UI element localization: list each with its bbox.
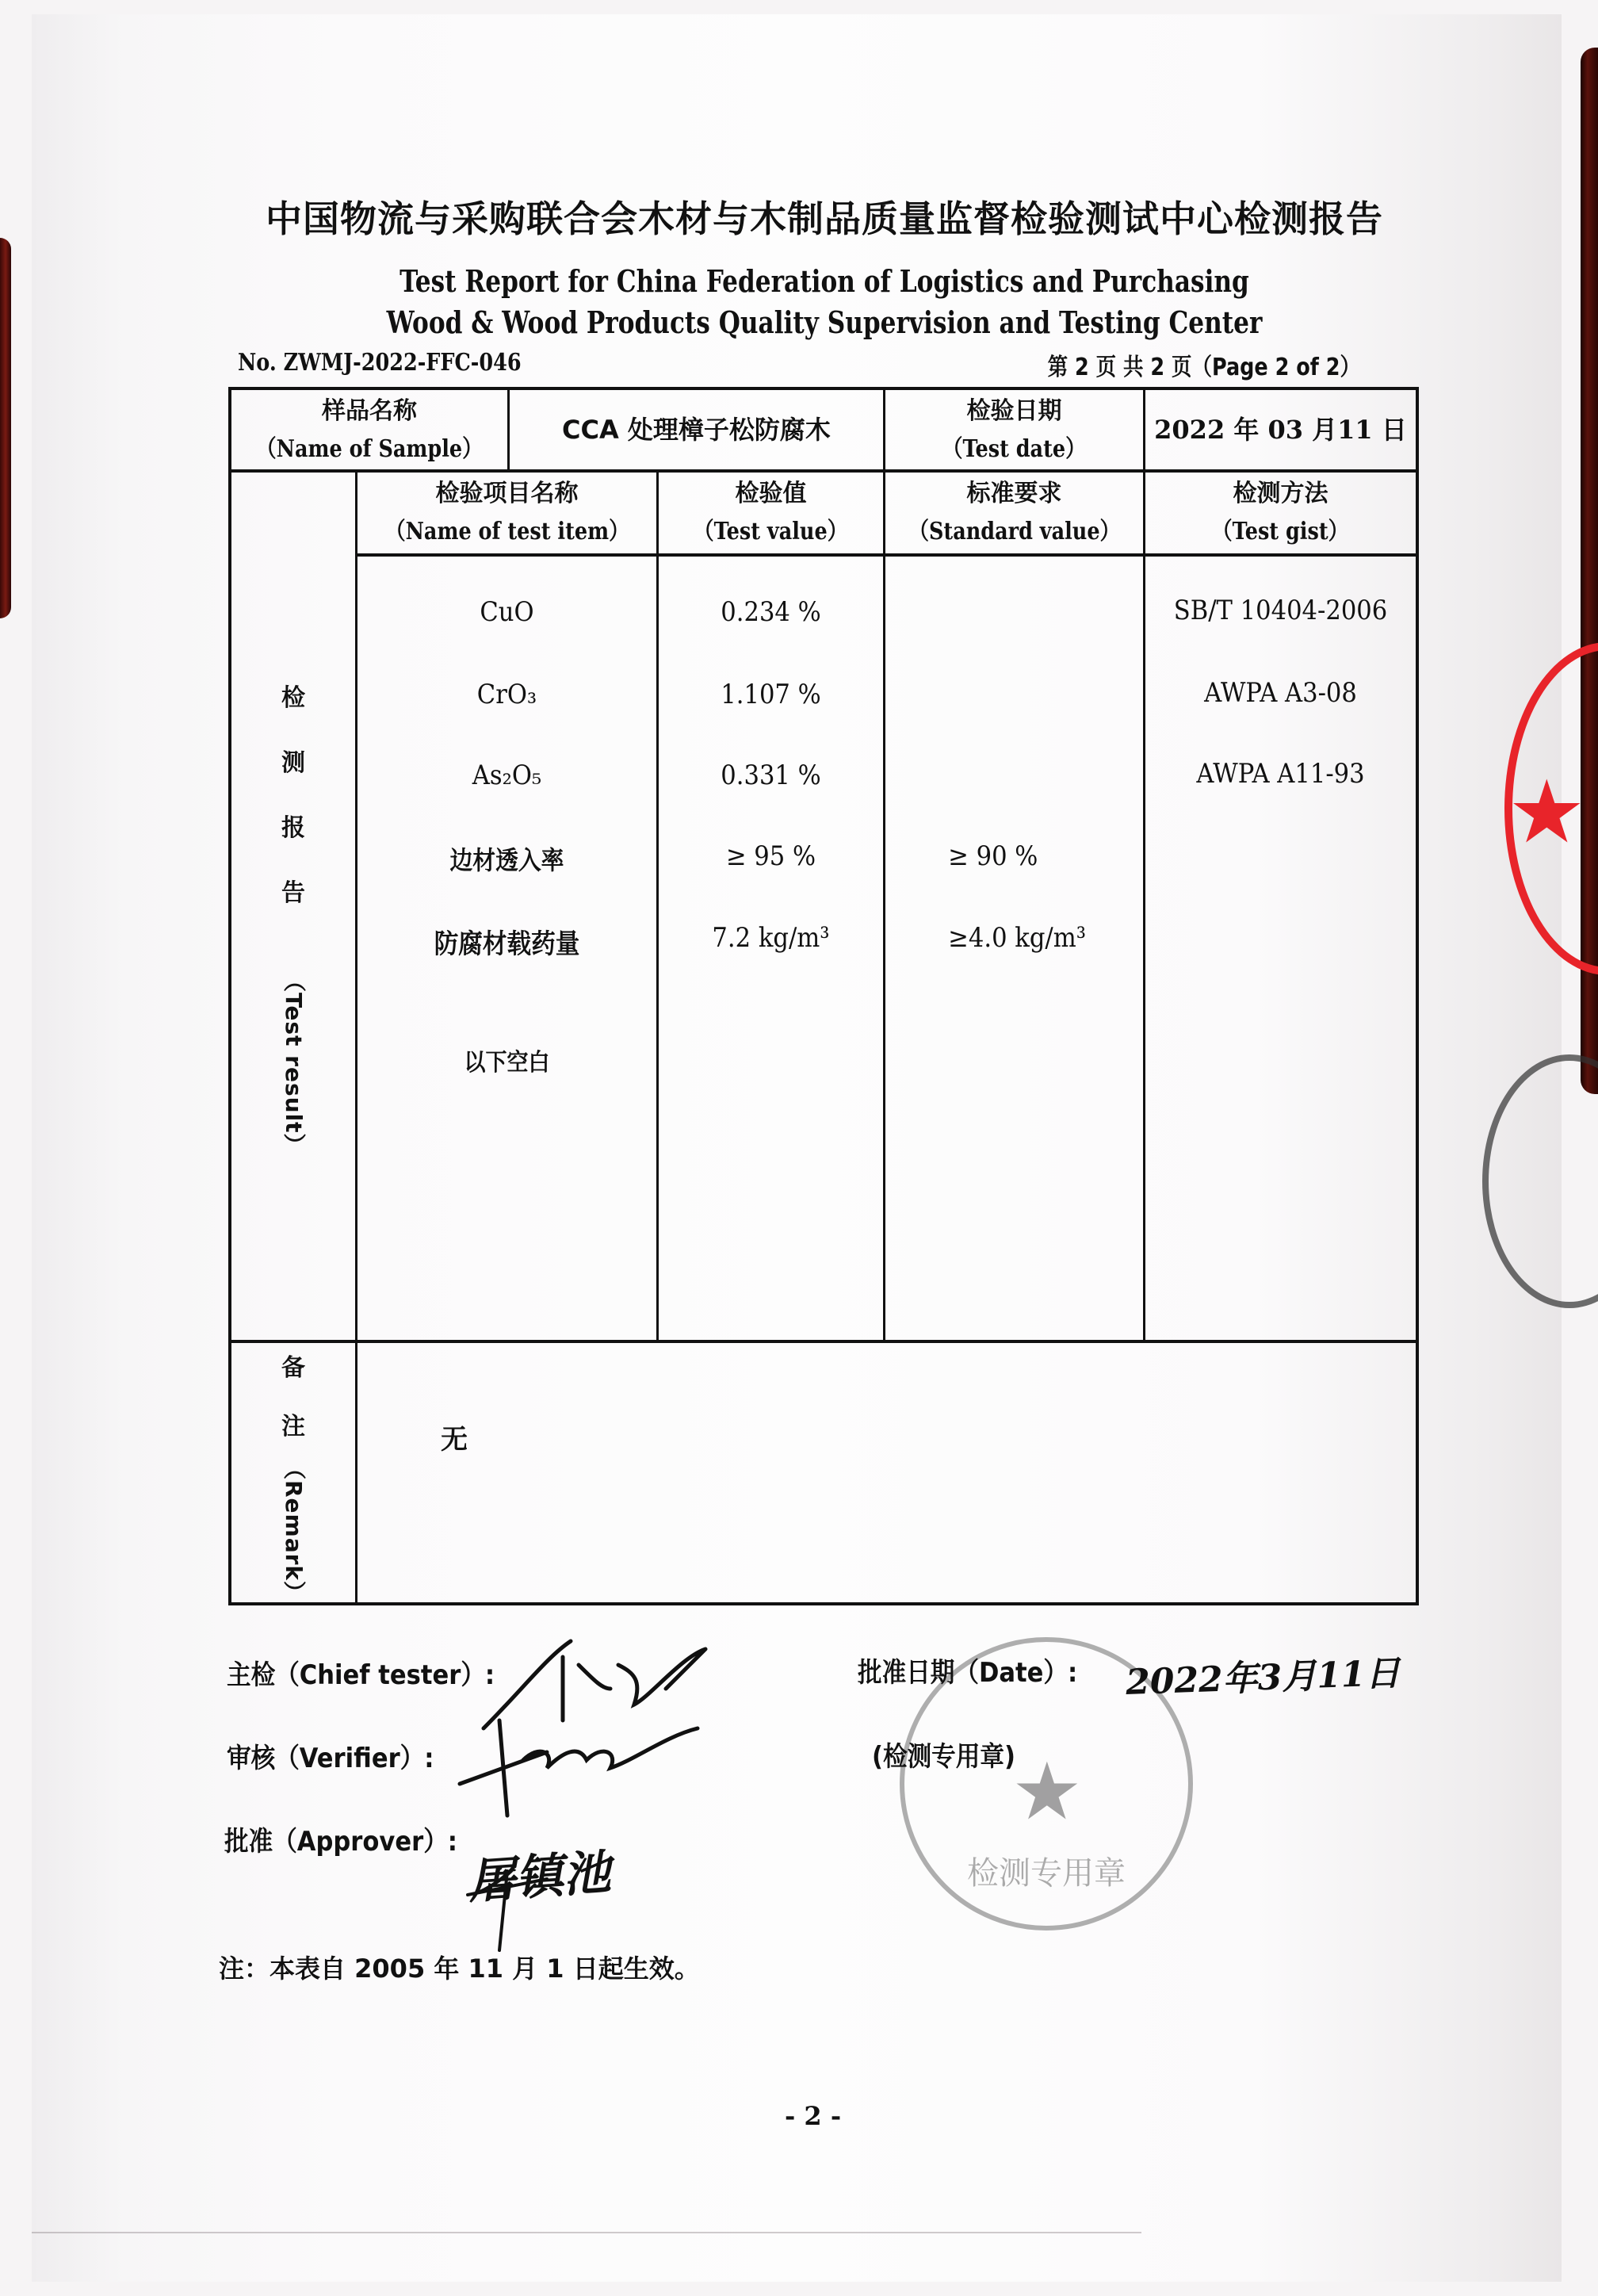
sample-name-label: 样品名称 （Name of Sample） [256, 397, 483, 463]
column-header-standard-value: 标准要求 （Standard value） [908, 480, 1120, 545]
test-method: AWPA A11-93 [1196, 758, 1365, 790]
remark-value: 无 [441, 1424, 468, 1456]
test-method: SB/T 10404-2006 [1173, 595, 1388, 626]
column-header-test-item: 检验项目名称 （Name of test item） [384, 480, 629, 545]
test-item-name: As₂O₅ [472, 760, 542, 791]
approve-date-label: 批准日期（Date）: [858, 1657, 1078, 1689]
page-info: 第 2 页 共 2 页（Page 2 of 2） [1047, 354, 1360, 381]
table-divider [355, 469, 357, 1605]
test-method: AWPA A3-08 [1204, 677, 1357, 709]
test-value: 0.331 % [721, 760, 821, 791]
test-item-name: CrO₃ [476, 679, 537, 710]
test-date-value: 2022 年 03 月11 日 [1154, 415, 1407, 446]
verifier-label: 审核（Verifier）: [227, 1743, 434, 1774]
remark-label: 备 注 （Remark） [281, 1354, 307, 1605]
table-divider [355, 553, 1419, 557]
test-value: 7.2 kg/m³ [712, 922, 830, 954]
report-title-en-line1: Test Report for China Federation of Logistics and Purchasing [400, 263, 1249, 299]
column-header-test-value: 检验值 （Test value） [694, 480, 848, 545]
report-number: No. ZWMJ-2022-FFC-046 [238, 349, 522, 377]
report-table [228, 387, 1419, 1605]
test-value: 0.234 % [721, 596, 821, 628]
test-value: 1.107 % [721, 679, 821, 710]
test-item-name: 边材透入率 [449, 845, 564, 875]
verifier-signature [444, 1705, 713, 1823]
report-title-cn: 中国物流与采购联合会木材与木制品质量监督检验测试中心检测报告 [266, 197, 1383, 240]
star-icon: ★ [1011, 1745, 1083, 1838]
test-result-section-label: 检 测 报 告 （Test result） [281, 684, 307, 1157]
page-number: - 2 - [785, 2101, 842, 2131]
seal-label: (检测专用章) [872, 1741, 1015, 1773]
approve-date-value: 2022年3月11日 [1125, 1652, 1401, 1704]
table-divider [228, 1340, 1419, 1343]
approver-signature-stroke [460, 1863, 555, 1958]
test-date-label: 检验日期 （Test date） [942, 397, 1086, 463]
blank-below-note: 以下空白 [464, 1049, 550, 1077]
column-header-test-method: 检测方法 （Test gist） [1212, 480, 1349, 545]
scan-artifact-line [32, 2232, 1141, 2233]
standard-value: ≥ 90 % [948, 840, 1038, 872]
chief-tester-label: 主检（Chief tester）: [227, 1659, 495, 1691]
report-title-en-line2: Wood & Wood Products Quality Supervision and Testing Center [386, 304, 1263, 340]
sample-name-value: CCA 处理樟子松防腐木 [562, 415, 831, 446]
test-item-name: CuO [480, 596, 534, 628]
scan-edge-left [0, 238, 11, 618]
test-value: ≥ 95 % [725, 840, 816, 872]
footnote: 注：本表自 2005 年 11 月 1 日起生效。 [219, 1954, 700, 1984]
test-item-name: 防腐材载药量 [434, 928, 580, 960]
approver-signature: 屠镇池 [466, 1844, 613, 1911]
star-icon: ★ [1508, 761, 1586, 863]
inspection-seal-stamp: ★ 检测专用章 [900, 1637, 1193, 1931]
approver-label: 批准（Approver）: [224, 1826, 458, 1858]
standard-value: ≥4.0 kg/m³ [948, 922, 1087, 954]
table-divider [656, 469, 659, 1341]
